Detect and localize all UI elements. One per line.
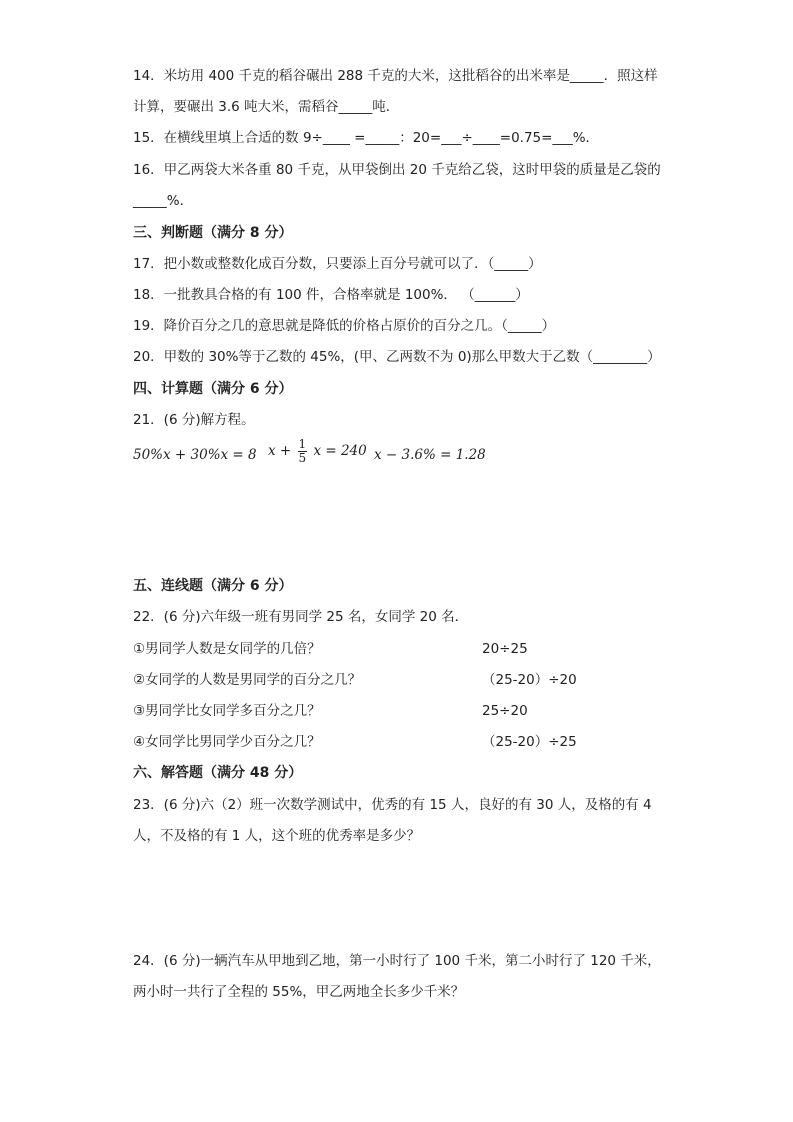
q24-line1: 24．(6 分)一辆汽车从甲地到乙地，第一小时行了 100 千米，第二小时行了 120 千米， — [133, 953, 661, 969]
q22-stem: 22．(6 分)六年级一班有男同学 25 名，女同学 20 名． — [133, 609, 469, 625]
match-right-item: 20÷25 — [482, 641, 528, 657]
match-left-item: ②女同学的人数是男同学的百分之几？ — [133, 672, 362, 688]
section-calc-title: 四、计算题（满分 6 分） — [133, 381, 293, 397]
equation-1: 50%x + 30%x = 8 — [133, 447, 257, 463]
q16-line2: _____%． — [133, 193, 194, 209]
section-answer-title: 六、解答题（满分 48 分） — [133, 765, 303, 781]
q15-line: 15．在横线里填上合适的数 9÷____ =_____：20=___÷____=0.75=___%． — [133, 130, 600, 146]
q14-line2: 计算，要碾出 3.6 吨大米，需稻谷_____吨． — [133, 99, 400, 115]
q20-line: 20．甲数的 30%等于乙数的 45%，(甲、乙两数不为 0)那么甲数大于乙数（________） — [133, 349, 661, 365]
equation-3: x − 3.6% = 1.28 — [374, 447, 486, 463]
equation-2-prefix: x + — [268, 443, 292, 459]
fraction-denominator: 5 — [298, 451, 307, 465]
fraction-numerator: 1 — [298, 437, 307, 451]
q14-line1: 14．米坊用 400 千克的稻谷碾出 288 千克的大米，这批稻谷的出米率是_____．照这样 — [133, 68, 658, 84]
section-match-title: 五、连线题（满分 6 分） — [133, 578, 293, 594]
match-left-item: ④女同学比男同学少百分之几？ — [133, 734, 321, 750]
fraction-one-fifth — [298, 438, 308, 465]
match-right-item: 25÷20 — [482, 703, 528, 719]
section-judge-title: 三、判断题（满分 8 分） — [133, 225, 293, 241]
q17-line: 17．把小数或整数化成百分数，只要添上百分号就可以了．（_____） — [133, 256, 542, 272]
q23-line2: 人，不及格的有 1 人，这个班的优秀率是多少？ — [133, 828, 421, 844]
q19-line: 19．降价百分之几的意思就是降低的价格占原价的百分之几。（_____） — [133, 318, 556, 334]
q21-stem: 21．(6 分)解方程。 — [133, 412, 255, 428]
q18-line: 18．一批教具合格的有 100 件，合格率就是 100%． （______） — [133, 287, 529, 303]
equation-2-suffix: x = 240 — [313, 443, 367, 459]
match-left-item: ③男同学比女同学多百分之几？ — [133, 703, 321, 719]
equation-2 — [268, 438, 367, 465]
q23-line1: 23．(6 分)六（2）班一次数学测试中，优秀的有 15 人，良好的有 30 人，及格的有 4 — [133, 797, 652, 813]
match-right-item: （25-20）÷25 — [482, 734, 577, 750]
q16-line1: 16．甲乙两袋大米各重 80 千克，从甲袋倒出 20 千克给乙袋，这时甲袋的质量是乙袋的 — [133, 162, 661, 178]
q24-line2: 两小时一共行了全程的 55%，甲乙两地全长多少千米？ — [133, 984, 465, 1000]
match-right-item: （25-20）÷20 — [482, 672, 577, 688]
match-left-item: ①男同学人数是女同学的几倍？ — [133, 641, 321, 657]
